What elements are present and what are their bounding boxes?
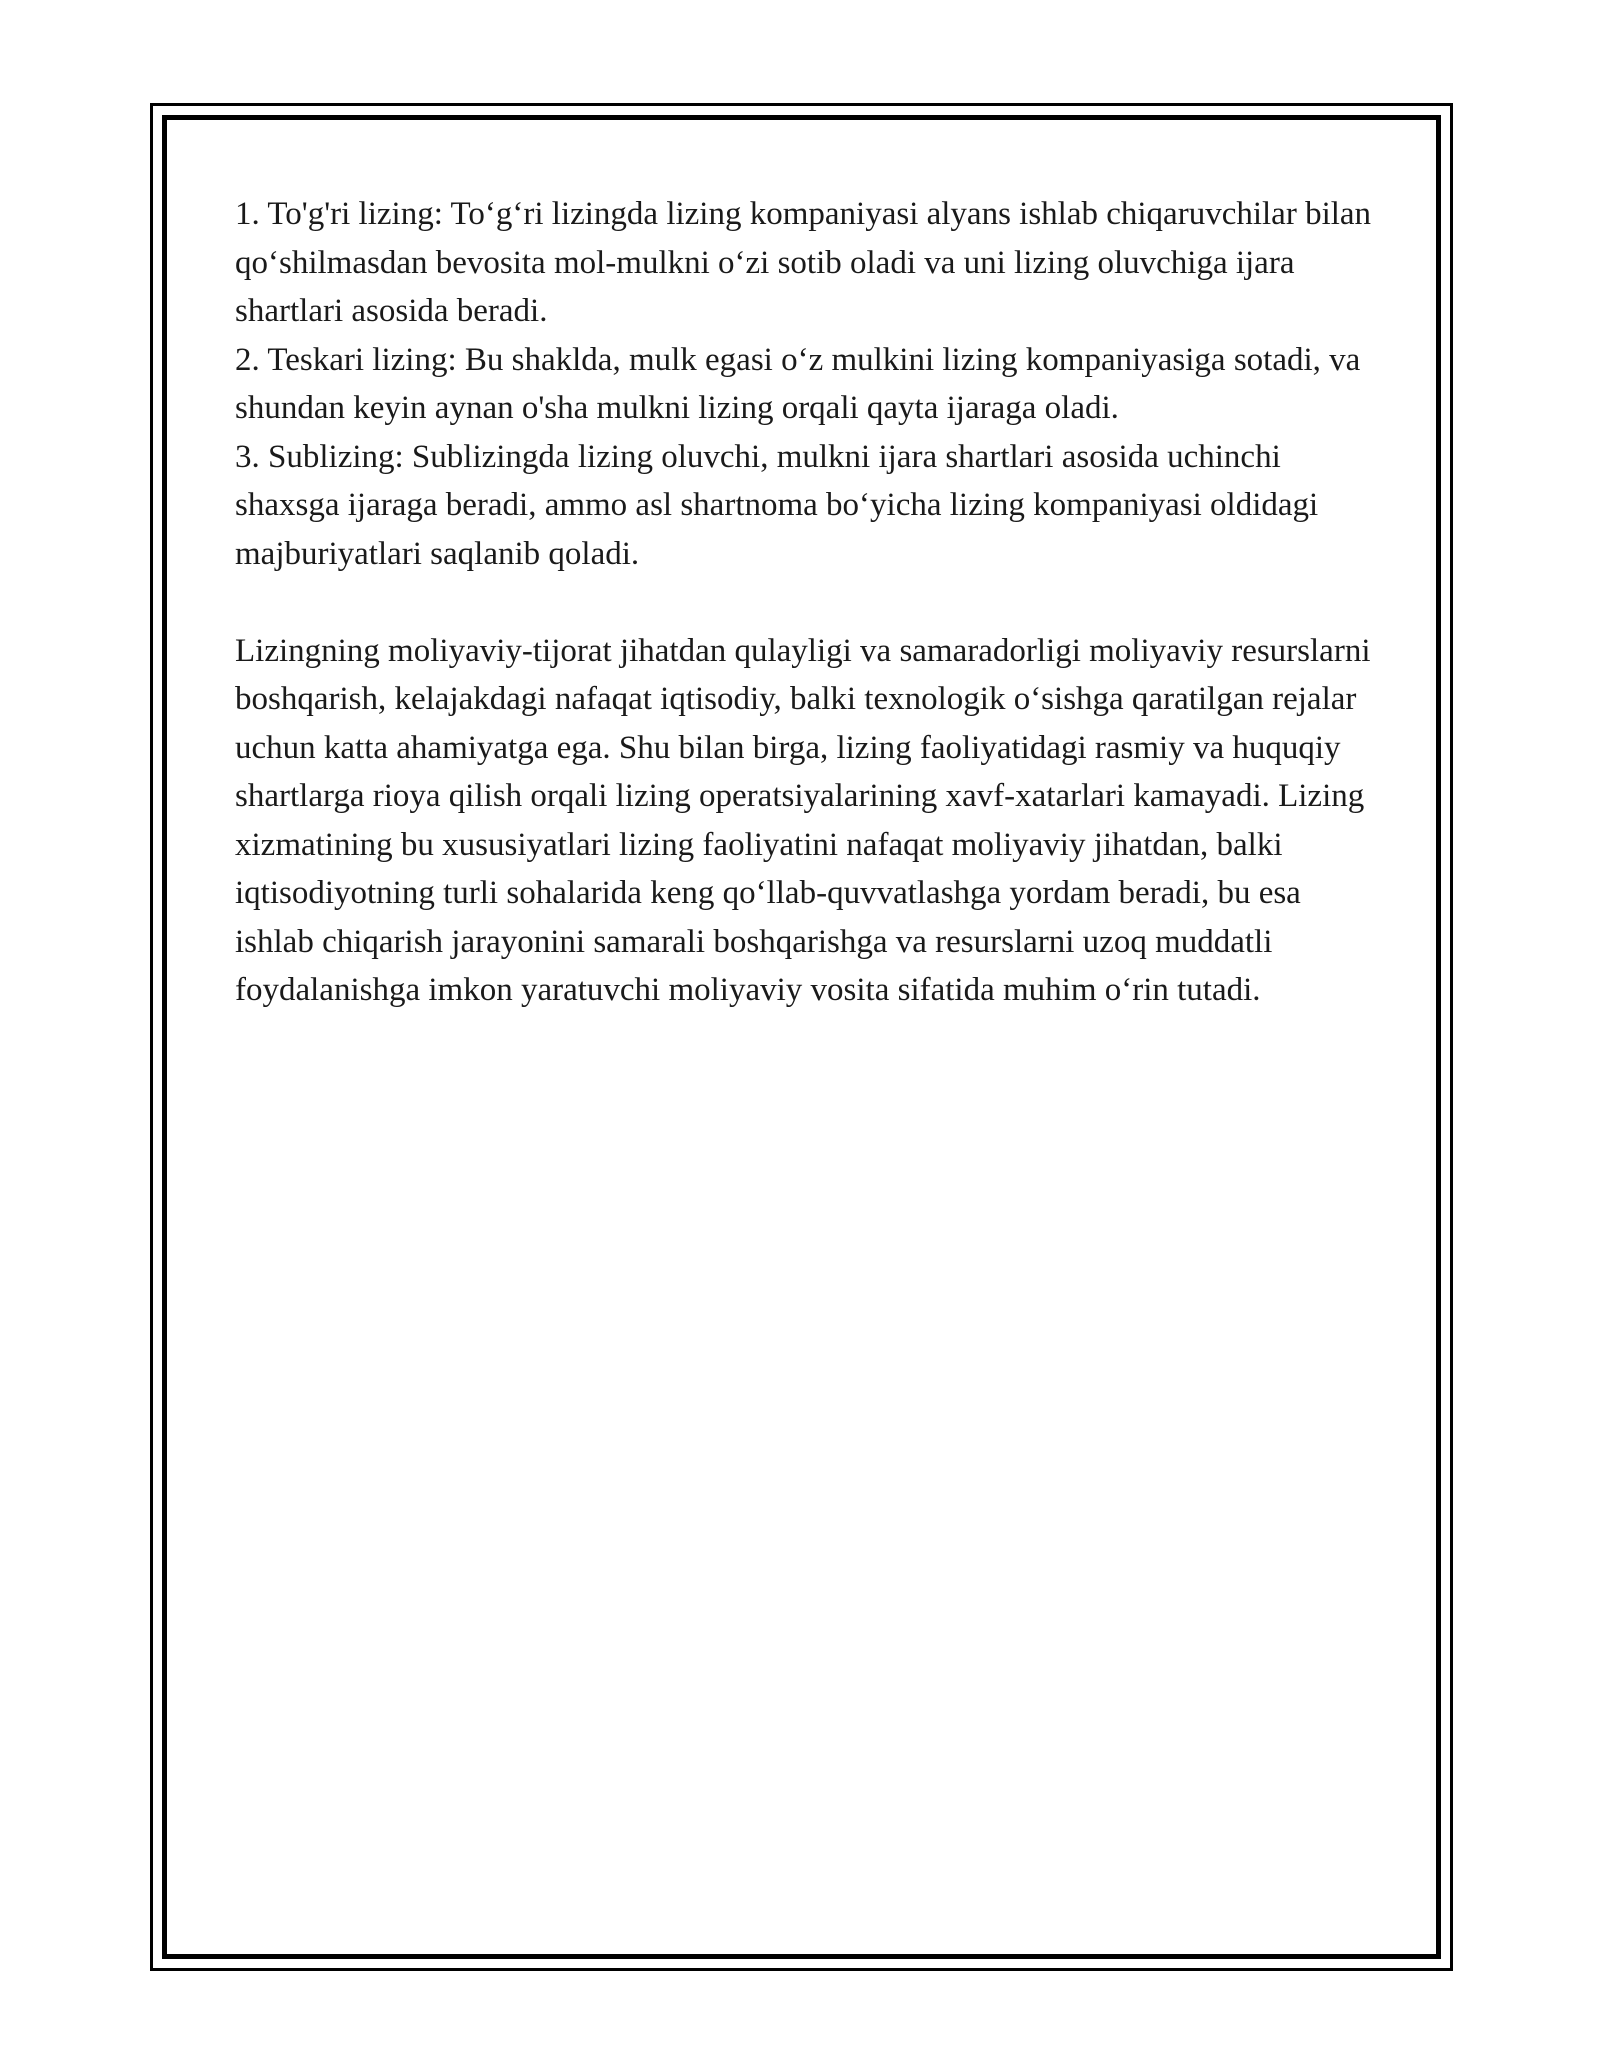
list-item-reverse-leasing: 2. Teskari lizing: Bu shaklda, mulk egasi o‘z mulkini lizing kompaniyasiga sotadi, va shundan keyin aynan o'sha mulkni lizing orqali qayta ijaraga oladi.: [235, 341, 1361, 426]
list-item-subleasing: 3. Sublizing: Sublizingda lizing oluvchi, mulkni ijara shartlari asosida uchinchi shaxsga ijaraga beradi, ammo asl shartnoma bo‘yicha lizing kompaniyasi oldidagi majburiyatlari saqlanib qoladi.: [235, 438, 1319, 572]
document-body: [235, 190, 1385, 1015]
summary-paragraph: Lizingning moliyaviy-tijorat jihatdan qulayligi va samaradorligi moliyaviy resurslarni boshqarish, kelajakdagi nafaqat iqtisodiy, balki texnologik o‘sishga qaratilgan rejalar uchun katta ahamiyatga ega. Shu bilan birga, lizing faoliyatidagi rasmiy va huquqiy shartlarga rioya qilish orqali lizing operatsiyalarining xavf-xatarlari kamayadi. Lizing xizmatining bu xususiyatlari lizing faoliyatini nafaqat moliyaviy jihatdan, balki iqtisodiyotning turli sohalarida keng qo‘llab-quvvatlashga yordam beradi, bu esa ishlab chiqarish jarayonini samarali boshqarishga va resurslarni uzoq muddatli foydalanishga imkon yaratuvchi moliyaviy vosita sifatida muhim o‘rin tutadi.: [235, 632, 1371, 1008]
paragraph-spacer: [235, 578, 1385, 627]
list-item-direct-leasing: 1. To'g'ri lizing: To‘g‘ri lizingda lizing kompaniyasi alyans ishlab chiqaruvchilar bilan qo‘shilmasdan bevosita mol-mulkni o‘zi sotib oladi va uni lizing oluvchiga ijara shartlari asosida beradi.: [235, 196, 1372, 329]
